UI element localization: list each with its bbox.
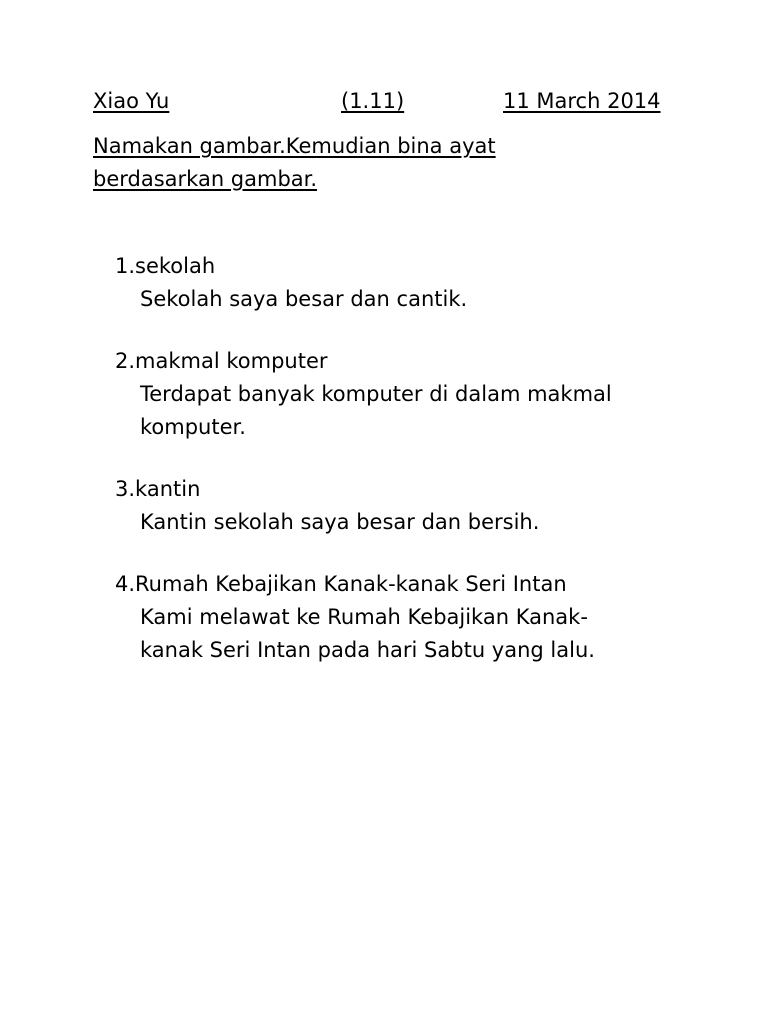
list-item <box>115 345 675 444</box>
student-name: Xiao Yu <box>93 89 170 113</box>
list-item <box>115 250 675 316</box>
answer-list <box>115 250 675 696</box>
item-sentence-line: Kami melawat ke Rumah Kebajikan Kanak- <box>140 605 588 629</box>
item-heading: 2.makmal komputer <box>115 349 328 373</box>
instruction-line-1: Namakan gambar.Kemudian bina ayat <box>93 134 496 158</box>
item-sentence-line: kanak Seri Intan pada hari Sabtu yang lalu. <box>140 638 595 662</box>
item-sentence-line: Kantin sekolah saya besar dan bersih. <box>140 510 540 534</box>
item-heading: 4.Rumah Kebajikan Kanak-kanak Seri Intan <box>115 572 567 596</box>
item-heading: 3.kantin <box>115 477 201 501</box>
document-header <box>93 86 673 116</box>
document-date: 11 March 2014 <box>503 89 661 113</box>
student-class: (1.11) <box>341 89 405 113</box>
list-item <box>115 568 675 667</box>
instruction-line-2: berdasarkan gambar. <box>93 167 318 191</box>
instruction <box>93 130 613 196</box>
item-heading: 1.sekolah <box>115 254 216 278</box>
item-sentence-line: Sekolah saya besar dan cantik. <box>140 287 468 311</box>
item-sentence-line: komputer. <box>140 415 246 439</box>
item-sentence-line: Terdapat banyak komputer di dalam makmal <box>140 382 612 406</box>
list-item <box>115 473 675 539</box>
